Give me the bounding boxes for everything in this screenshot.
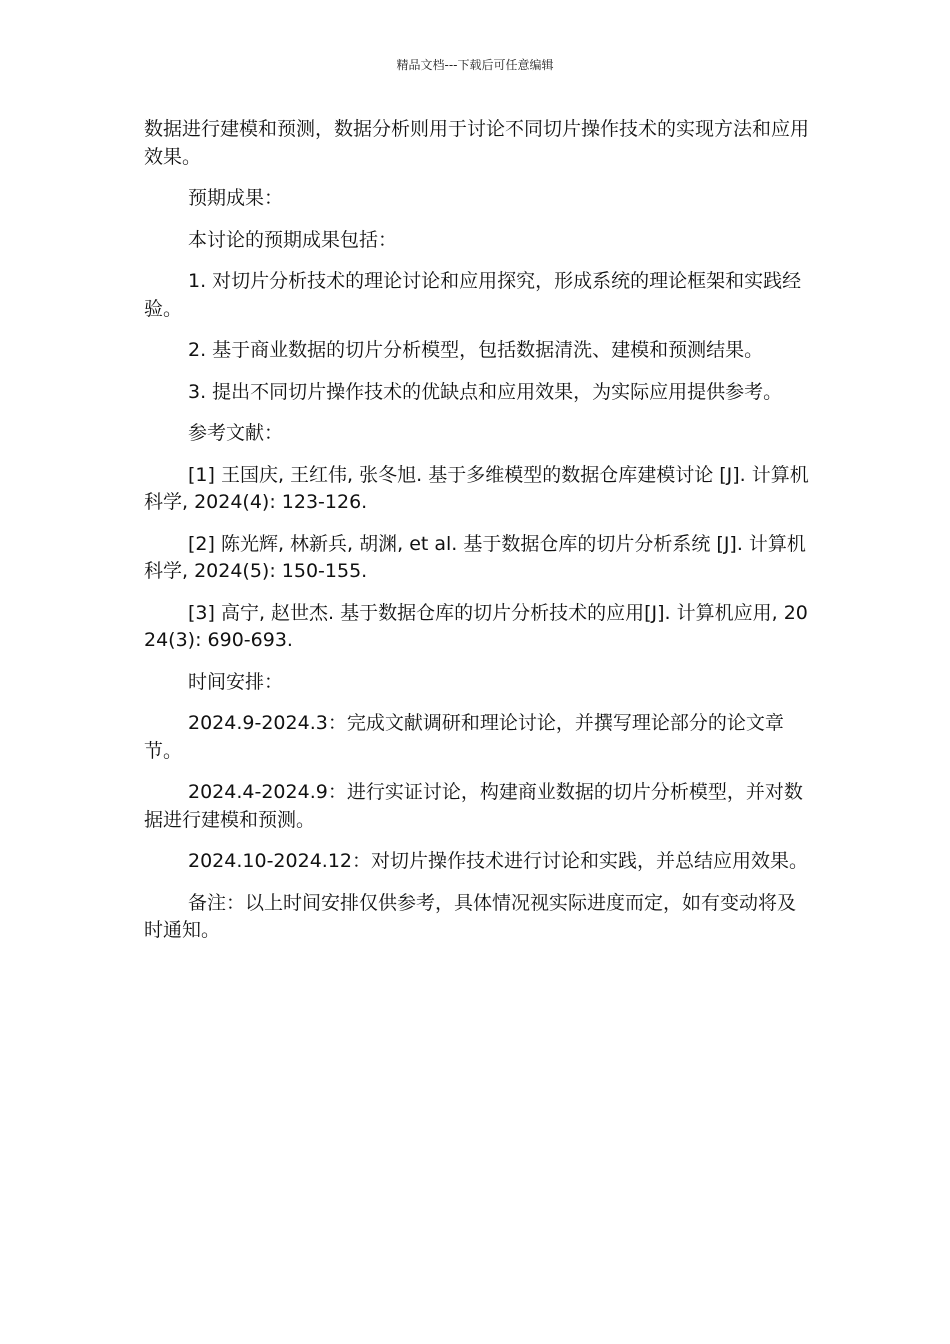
expected-result-item: 2. 基于商业数据的切片分析模型，包括数据清洗、建模和预测结果。 bbox=[188, 339, 764, 361]
heading-schedule: 时间安排： bbox=[188, 670, 284, 693]
expected-result-item: 3. 提出不同切片操作技术的优缺点和应用效果，为实际应用提供参考。 bbox=[188, 380, 783, 403]
heading-expected-results: 预期成果： bbox=[188, 187, 284, 209]
heading-references: 参考文献： bbox=[188, 422, 284, 444]
reference-item: [1] 王国庆, 王红伟, 张冬旭. 基于多维模型的数据仓库建模讨论 [J]. 计算机科学, 2024(4): 123-126. bbox=[144, 463, 809, 513]
paragraph-continuation: 数据进行建模和预测，数据分析则用于讨论不同切片操作技术的实现方法和应用效果。 bbox=[144, 118, 810, 168]
reference-item: [3] 高宁, 赵世杰. 基于数据仓库的切片分析技术的应用[J]. 计算机应用, 2024(3): 690-693. bbox=[144, 601, 808, 651]
header-note: 精品文档---下载后可任意编辑 bbox=[396, 58, 554, 72]
remark-paragraph: 备注：以上时间安排仅供参考，具体情况视实际进度而定，如有变动将及时通知。 bbox=[144, 891, 797, 941]
schedule-item: 2024.10-2024.12：对切片操作技术进行讨论和实践，并总结应用效果。 bbox=[188, 850, 808, 872]
schedule-item: 2024.9-2024.3：完成文献调研和理论讨论，并撰写理论部分的论文章节。 bbox=[144, 712, 784, 762]
document-body bbox=[144, 116, 814, 959]
paragraph-expected-intro: 本讨论的预期成果包括： bbox=[188, 228, 398, 251]
reference-item: [2] 陈光辉, 林新兵, 胡渊, et al. 基于数据仓库的切片分析系统 [J]. 计算机科学, 2024(5): 150-155. bbox=[144, 532, 806, 582]
expected-result-item: 1. 对切片分析技术的理论讨论和应用探究，形成系统的理论框架和实践经验。 bbox=[144, 270, 802, 320]
schedule-item: 2024.4-2024.9：进行实证讨论，构建商业数据的切片分析模型，并对数据进行建模和预测。 bbox=[144, 781, 803, 831]
